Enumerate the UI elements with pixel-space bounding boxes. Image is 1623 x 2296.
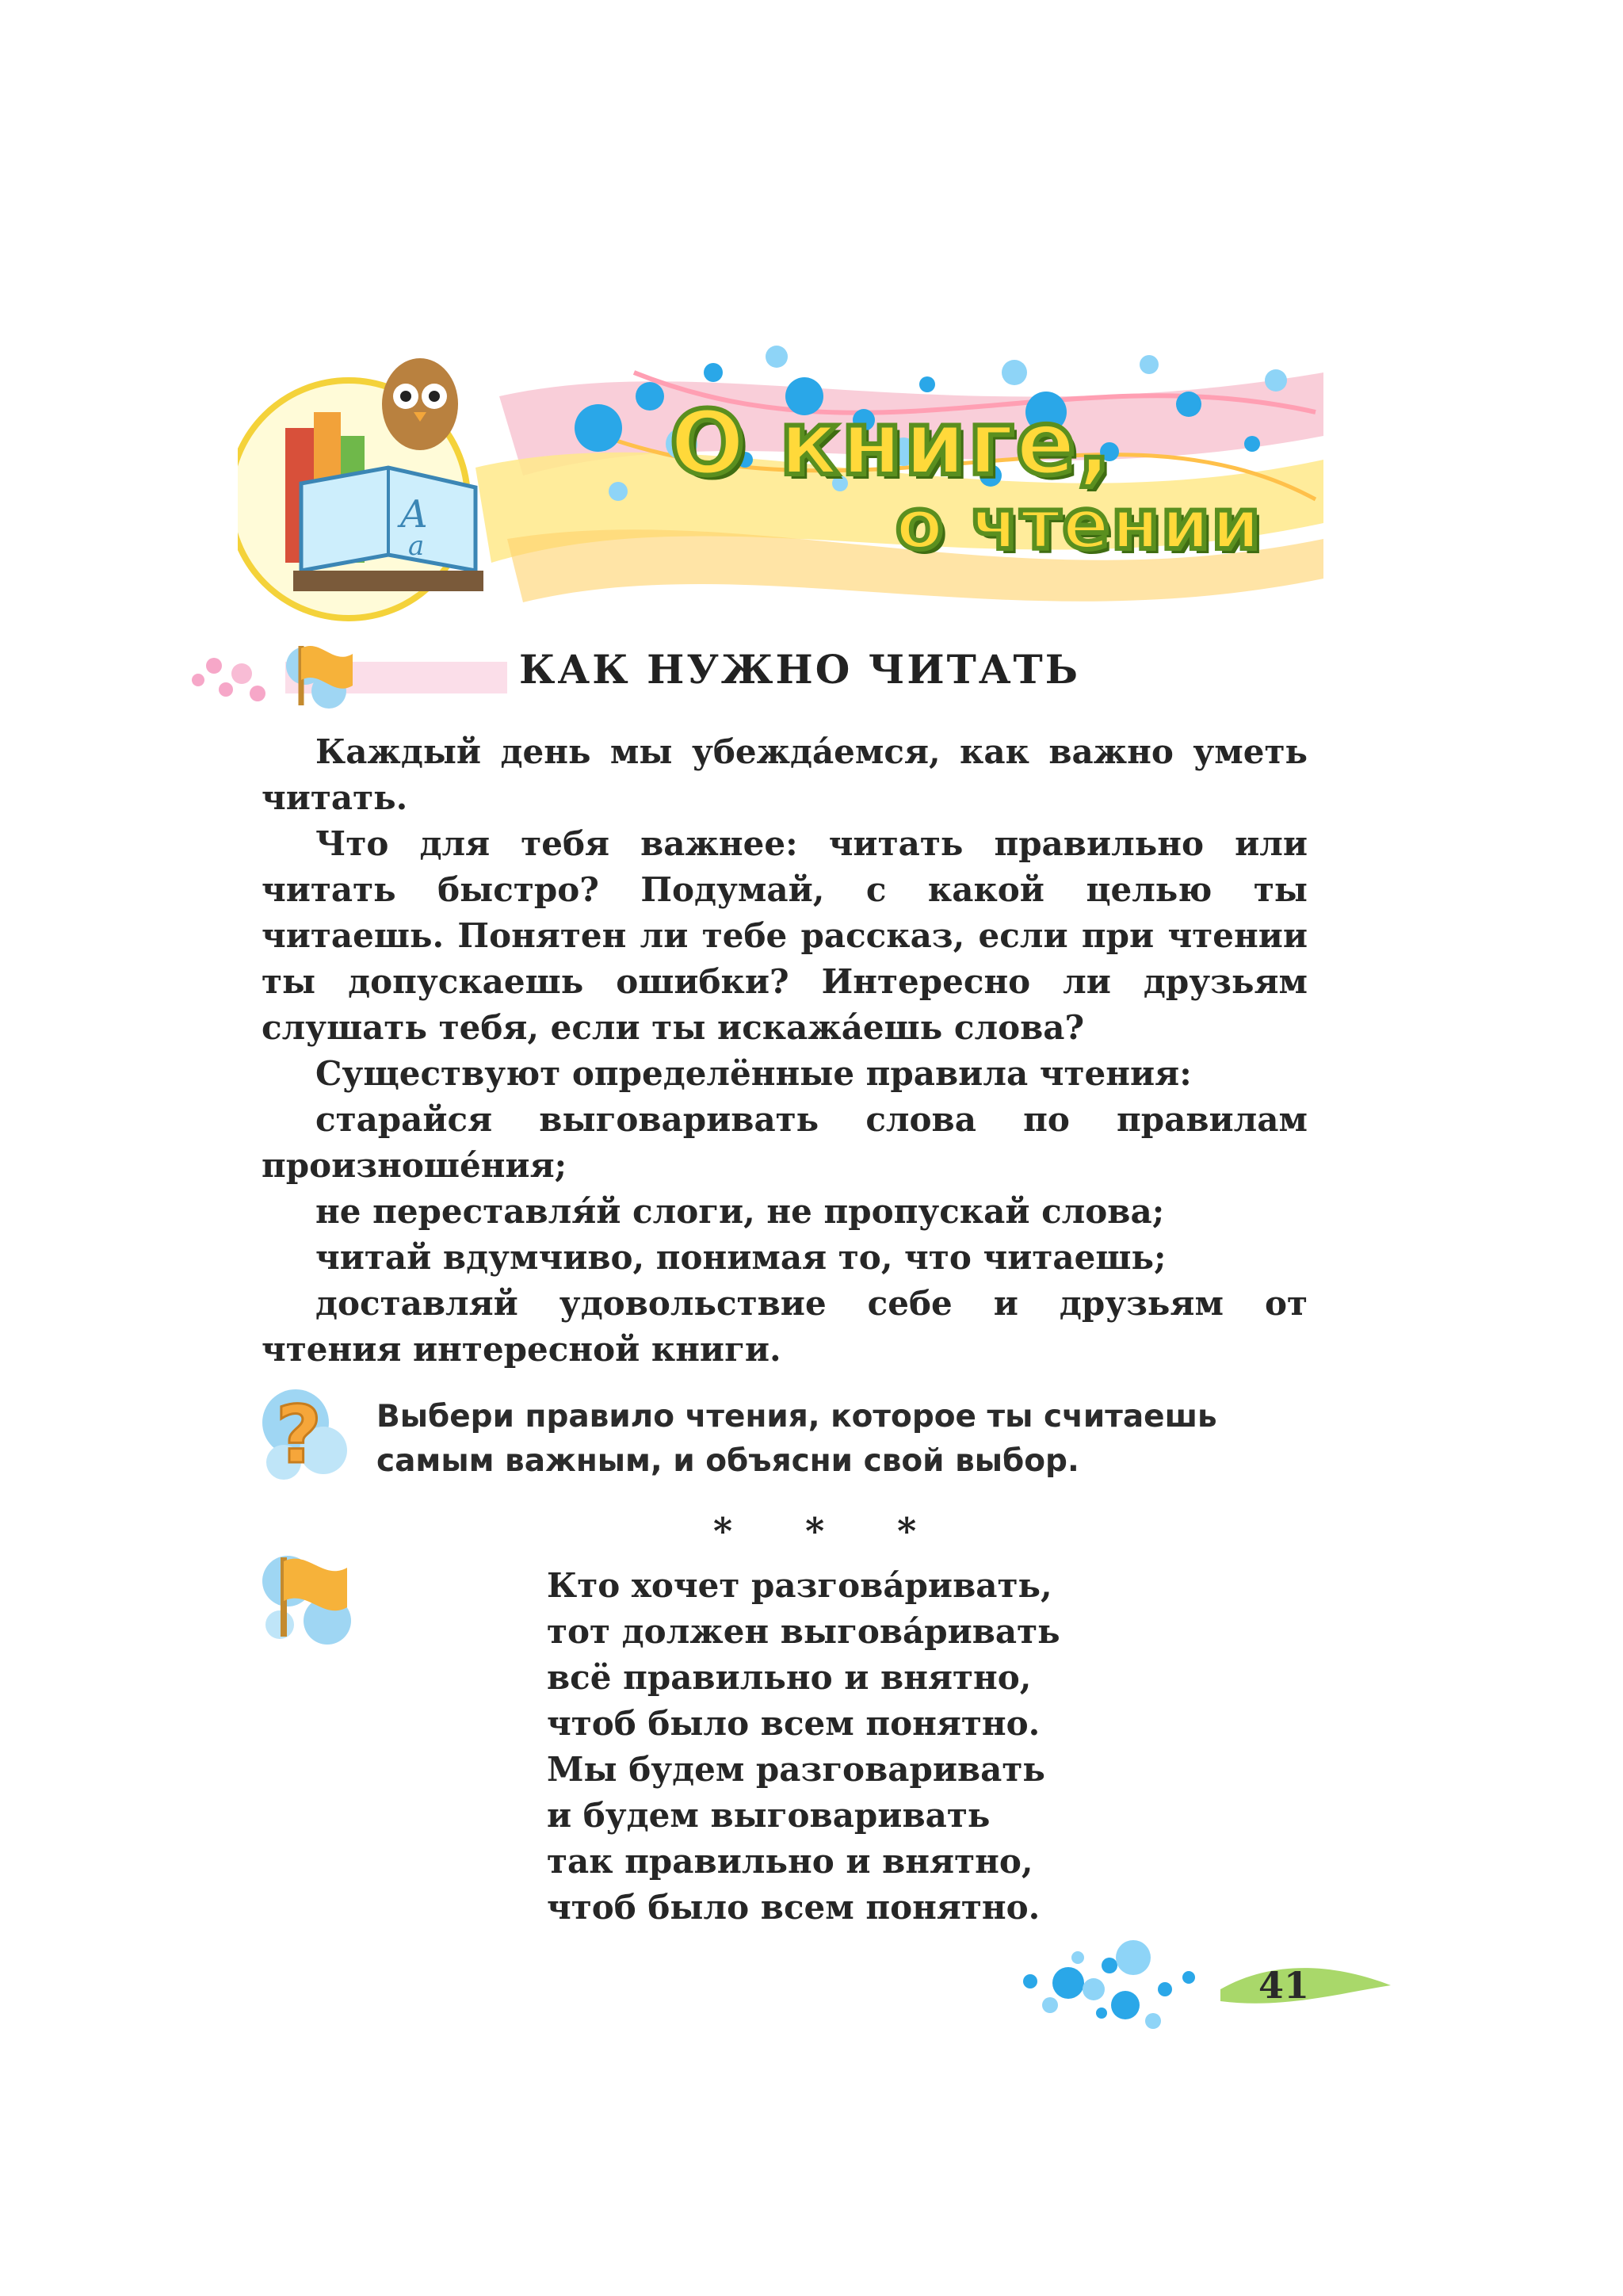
poem-line: так правильно и внятно,	[547, 1842, 1033, 1881]
flag-icon	[252, 1545, 363, 1648]
rule-1: старайся выговаривать слова по правилам произношéния;	[262, 1100, 1308, 1185]
svg-text:a: a	[408, 530, 425, 562]
paragraph-1: Каждый день мы убеждáемся, как важно уметь читать.	[262, 732, 1308, 817]
poem	[547, 1563, 1060, 1931]
rule-3: читай вдумчиво, понимая то, что читаешь;	[315, 1238, 1167, 1277]
rule-2: не переставля́й слоги, не пропускай слова;	[315, 1192, 1165, 1231]
flag-icon	[286, 646, 353, 709]
header-title-line1: О книге,	[670, 392, 1113, 495]
decor-dots	[192, 658, 265, 701]
task-text: Выбери правило чтения, которое ты считаешь самым важным, и объясни свой выбор.	[376, 1399, 1217, 1479]
poem-line: Мы будем разговаривать	[547, 1750, 1045, 1789]
poem-line: чтоб было всем понятно.	[547, 1704, 1041, 1743]
page-number: 41	[1258, 1964, 1310, 2007]
section-heading: КАК НУЖНО ЧИТАТЬ	[519, 646, 1081, 693]
poem-separator: * * *	[713, 1510, 947, 1553]
svg-text:A: A	[400, 492, 428, 537]
poem-line: всё правильно и внятно,	[547, 1658, 1032, 1697]
section-marker	[182, 634, 515, 713]
poem-line: тот должен выговáривать	[547, 1612, 1060, 1651]
poem-line: и будем выговаривать	[547, 1796, 991, 1835]
header-title-line2: о чтении	[896, 483, 1262, 565]
rule-4: доставляй удовольствие себе и друзьям от чтения интересной книги.	[262, 1284, 1308, 1369]
poem-line: чтоб было всем понятно.	[547, 1888, 1041, 1927]
paragraph-3: Существуют определённые правила чтения:	[315, 1054, 1192, 1093]
poem-line: Кто хочет разговáривать,	[547, 1566, 1052, 1605]
paragraph-2: Что для тебя важнее: читать правильно или читать быстро? Подумай, с какой целью ты читаешь. Понятен ли тебе рассказ, если при чтении ты допускаешь ошибки? Интересно ли друзьям слушать тебя, если ты искажáешь слова?	[262, 824, 1308, 1047]
question-icon	[252, 1383, 355, 1486]
svg-text:?: ?	[276, 1389, 323, 1481]
footer-decoration	[1014, 1934, 1395, 2045]
